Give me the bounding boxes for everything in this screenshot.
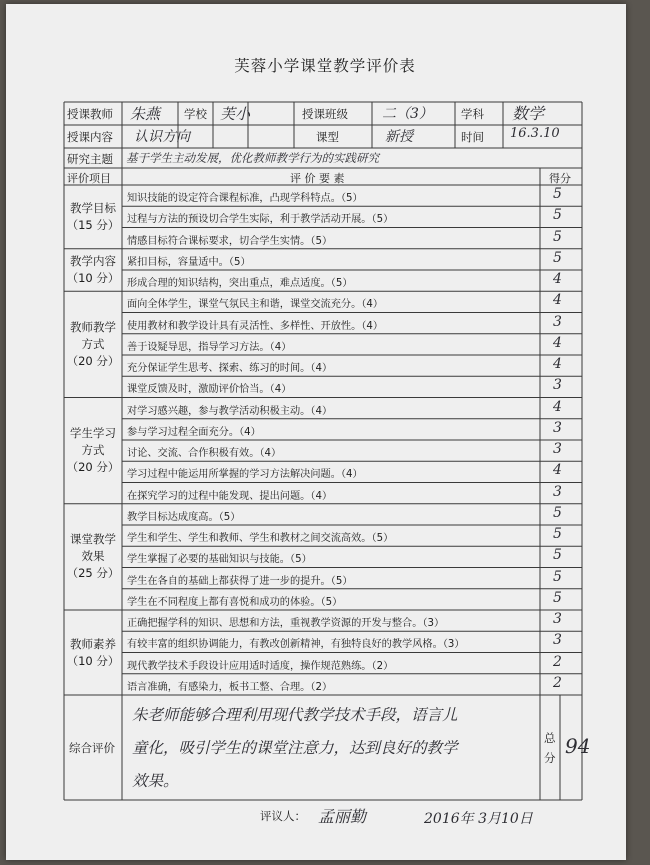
criterion-score: 4 — [553, 398, 562, 415]
category-name: 方式 — [81, 443, 105, 458]
criterion-text: 讨论、交流、合作积极有效。（4） — [127, 448, 282, 459]
topic-value: 基于学生主动发展，优化教师教学行为的实践研究 — [126, 151, 379, 165]
criterion-text: 在探究学习的过程中能发现、提出问题。（4） — [127, 490, 333, 502]
category-name: 方式 — [81, 336, 105, 351]
category-name: 效果 — [81, 549, 105, 564]
criterion-text: 教学目标达成度高。（5） — [127, 511, 241, 523]
school-value: 芙小 — [220, 105, 251, 123]
criterion-text: 面向全体学生，课堂气氛民主和谐，课堂交流充分。（4） — [127, 299, 384, 311]
criterion-score: 3 — [553, 377, 562, 394]
subject-value: 数学 — [512, 104, 545, 123]
score-column-header: 得分 — [549, 172, 571, 185]
criterion-score: 4 — [553, 462, 562, 479]
criterion-score: 3 — [553, 483, 562, 500]
total-label: 分 — [544, 750, 556, 765]
criterion-score: 5 — [553, 526, 562, 542]
criterion-score: 4 — [553, 271, 562, 287]
criterion-text: 充分保证学生思考、探索、练习的时间。（4） — [127, 363, 333, 374]
criterion-text: 知识技能的设定符合课程标准，凸现学科特点。（5） — [127, 193, 363, 204]
criterion-text: 课堂反馈及时，激励评价恰当。（4） — [127, 384, 292, 396]
criterion-score: 4 — [553, 292, 562, 309]
criterion-text: 学生在各自的基础上都获得了进一步的提升。（5） — [127, 575, 353, 587]
category-name: 学生学习 — [70, 426, 116, 441]
total-label: 总 — [544, 730, 556, 745]
criterion-text: 学生在不同程度上都有喜悦和成功的体验。（5） — [127, 596, 343, 608]
date-value: 2016年 3月10日 — [424, 811, 533, 827]
criterion-text: 有较丰富的组织协调能力，有教改创新精神，有独特良好的教学风格。（3） — [127, 639, 465, 651]
category-name: 教学内容 — [70, 254, 116, 268]
criterion-text: 形成合理的知识结构，突出重点，难点适度。（5） — [127, 278, 353, 289]
form-title: 芙蓉小学课堂教学评价表 — [234, 57, 416, 75]
category-name: （25 分） — [66, 566, 120, 581]
criteria-column-header: 评 价 要 素 — [290, 172, 345, 185]
criterion-score: 5 — [553, 186, 562, 202]
criterion-score: 5 — [553, 547, 562, 564]
total-value: 94 — [565, 733, 591, 758]
criterion-score: 5 — [553, 568, 562, 585]
time-label: 时间 — [461, 130, 484, 144]
category-name: （20 分） — [66, 460, 120, 475]
criterion-score: 5 — [553, 589, 562, 606]
time-value: 16.3.10 — [510, 126, 560, 141]
type-label: 课型 — [316, 130, 339, 144]
category-name: 教学目标 — [70, 200, 116, 215]
criterion-text: 情感目标符合课标要求，切合学生实情。（5） — [127, 235, 333, 247]
criterion-text: 正确把握学科的知识、思想和方法，重视教学资源的开发与整合。（3） — [127, 618, 445, 629]
criterion-text: 对学习感兴趣，参与教学活动积极主动。（4） — [127, 405, 333, 417]
criterion-text: 紧扣目标，容量适中。（5） — [127, 256, 251, 268]
criterion-score: 5 — [553, 504, 562, 521]
summary-comment-line: 朱老师能够合理利用现代教学技术手段，语言儿 — [132, 706, 458, 724]
item-column-header: 评价项目 — [67, 172, 111, 185]
criterion-text: 现代教学技术手段设计应用适时适度，操作规范熟练。（2） — [127, 660, 394, 672]
criterion-score: 3 — [553, 611, 562, 627]
criterion-text: 参与学习过程全面充分。（4） — [127, 426, 261, 438]
criterion-score: 3 — [553, 632, 562, 649]
category-name: （15 分） — [66, 217, 120, 232]
criterion-text: 学生掌握了必要的基础知识与技能。（5） — [127, 554, 312, 566]
criterion-text: 语言准确，有感染力，板书工整、合理。（2） — [127, 681, 333, 693]
criterion-score: 2 — [553, 674, 562, 691]
subject-label: 学科 — [461, 107, 484, 121]
summary-label: 综合评价 — [69, 740, 115, 755]
criterion-text: 学生和学生、学生和教师、学生和教材之间交流高效。（5） — [127, 533, 394, 544]
criterion-text: 使用教材和教学设计具有灵活性、多样性、开放性。（4） — [127, 320, 384, 332]
class-value: 二（3） — [382, 106, 433, 122]
teacher-label: 授课教师 — [67, 107, 113, 121]
content-value: 认识方向 — [134, 129, 190, 145]
criterion-text: 过程与方法的预设切合学生实际，利于教学活动开展。（5） — [127, 214, 394, 226]
category-name: 教师教学 — [70, 319, 116, 334]
summary-comment-line: 童化，吸引学生的课堂注意力，达到良好的教学 — [132, 739, 458, 757]
criterion-score: 3 — [553, 313, 562, 330]
summary-comment-line: 效果。 — [132, 772, 179, 790]
category-name: 教师素养 — [70, 636, 116, 651]
criterion-score: 5 — [553, 207, 562, 224]
category-name: （10 分） — [66, 653, 120, 668]
criterion-score: 2 — [553, 653, 562, 670]
category-name: （20 分） — [66, 353, 120, 368]
criterion-score: 5 — [553, 228, 562, 245]
evaluator-label: 评议人： — [260, 809, 306, 823]
teacher-value: 朱燕 — [130, 105, 161, 123]
criterion-text: 学习过程中能运用所掌握的学习方法解决问题。（4） — [127, 469, 363, 481]
content-label: 授课内容 — [67, 130, 113, 144]
category-name: 课堂教学 — [70, 532, 116, 547]
evaluator-signature: 孟丽勤 — [318, 807, 367, 826]
criterion-text: 善于设疑导思，指导学习方法。（4） — [127, 341, 292, 353]
criterion-score: 3 — [553, 419, 562, 436]
type-value: 新授 — [385, 129, 413, 145]
criterion-score: 3 — [553, 441, 562, 457]
school-label: 学校 — [184, 107, 207, 121]
topic-label: 研究主题 — [67, 152, 113, 166]
criterion-score: 4 — [553, 334, 562, 351]
class-label: 授课班级 — [302, 107, 348, 121]
criterion-score: 5 — [553, 249, 562, 266]
category-name: （10 分） — [66, 271, 120, 285]
criterion-score: 4 — [553, 356, 562, 372]
